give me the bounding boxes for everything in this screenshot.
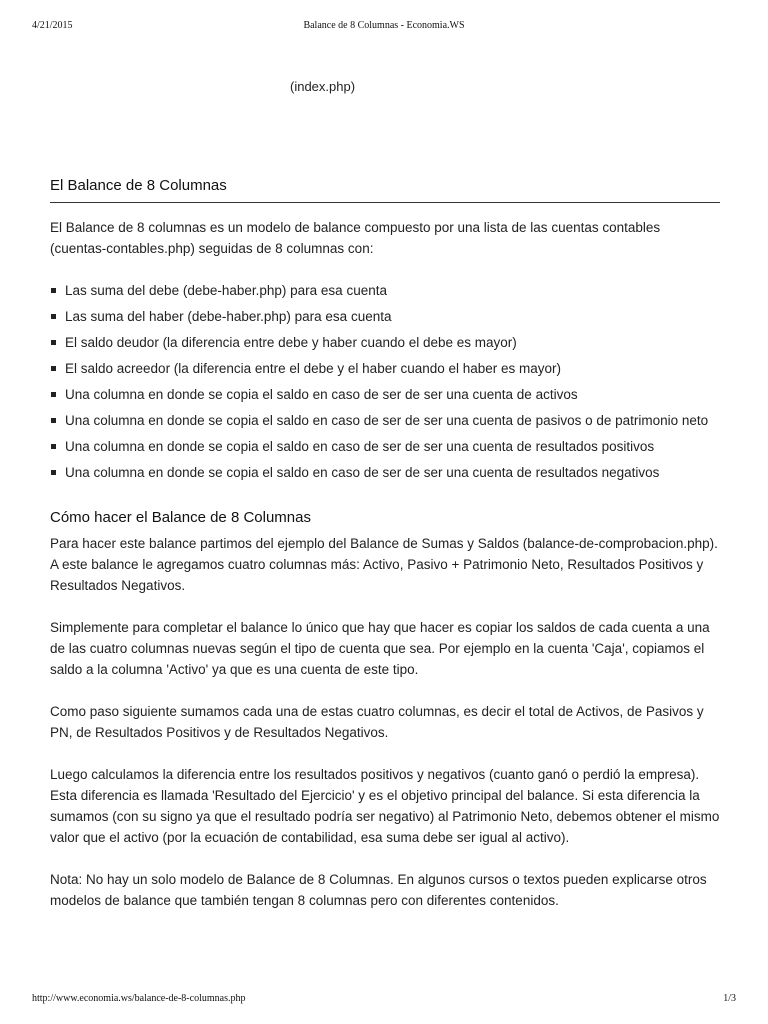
section-heading-balance-8-columnas: El Balance de 8 Columnas [50,176,720,203]
section-heading-como-hacer: Cómo hacer el Balance de 8 Columnas [50,509,311,526]
intro-paragraph: El Balance de 8 columnas es un modelo de balance compuesto por una lista de las cuentas contables (cuentas-contables.php) seguidas de 8 columnas con: [50,220,661,256]
list-item: Una columna en donde se copia el saldo en caso de ser de ser una cuenta de pasivos o de patrimonio neto [50,410,720,431]
list-item: Una columna en donde se copia el saldo en caso de ser de ser una cuenta de resultados positivos [50,436,720,457]
page-number: 1/3 [723,993,736,1004]
print-date: 4/21/2015 [32,20,73,31]
paragraph: Para hacer este balance partimos del ejemplo del Balance de Sumas y Saldos (balance-de-comprobacion.php). A este balance le agregamos cuatro columnas más: Activo, Pasivo + Patrimonio Neto, Resultados Positivos y Resultados Negativos. [50,536,718,593]
paragraph: Simplemente para completar el balance lo único que hay que hacer es copiar los saldos de cada cuenta a una de las cuatro columnas nuevas según el tipo de cuenta que sea. Por ejemplo en la cuenta 'Caja', copiamos el saldo a la columna 'Activo' ya que es una cuenta de este tipo. [50,620,710,677]
list-item: Una columna en donde se copia el saldo en caso de ser de ser una cuenta de resultados negativos [50,462,720,483]
article [50,176,720,932]
list-item: Las suma del haber (debe-haber.php) para esa cuenta [50,306,720,327]
print-url: http://www.economia.ws/balance-de-8-columnas.php [32,993,246,1004]
list-item: El saldo deudor (la diferencia entre debe y haber cuando el debe es mayor) [50,332,720,353]
note-paragraph: Nota: No hay un solo modelo de Balance de 8 Columnas. En algunos cursos o textos pueden explicarse otros modelos de balance que también tengan 8 columnas pero con diferentes contenidos. [50,872,707,908]
list-item: Una columna en donde se copia el saldo en caso de ser de ser una cuenta de activos [50,384,720,405]
paragraph: Como paso siguiente sumamos cada una de estas cuatro columnas, es decir el total de Activos, de Pasivos y PN, de Resultados Positivos y de Resultados Negativos. [50,704,704,740]
list-item: El saldo acreedor (la diferencia entre el debe y el haber cuando el haber es mayor) [50,358,720,379]
columns-list [50,280,720,483]
print-footer [32,993,736,1007]
list-item: Las suma del debe (debe-haber.php) para esa cuenta [50,280,720,301]
print-page-title: Balance de 8 Columnas - Economia.WS [303,20,465,31]
paragraph: Luego calculamos la diferencia entre los resultados positivos y negativos (cuanto ganó o perdió la empresa). Esta diferencia es llamada 'Resultado del Ejercicio' y es el objetivo principal del balance. Si esta diferencia la sumamos (con su signo ya que el resultado podría ser negativo) al Patrimonio Neto, debemos obtener el mismo valor que el activo (por la ecuación de contabilidad, esa suma debe ser igual al activo). [50,767,720,845]
logo-link[interactable]: (index.php) [290,79,356,94]
print-header [32,20,736,34]
